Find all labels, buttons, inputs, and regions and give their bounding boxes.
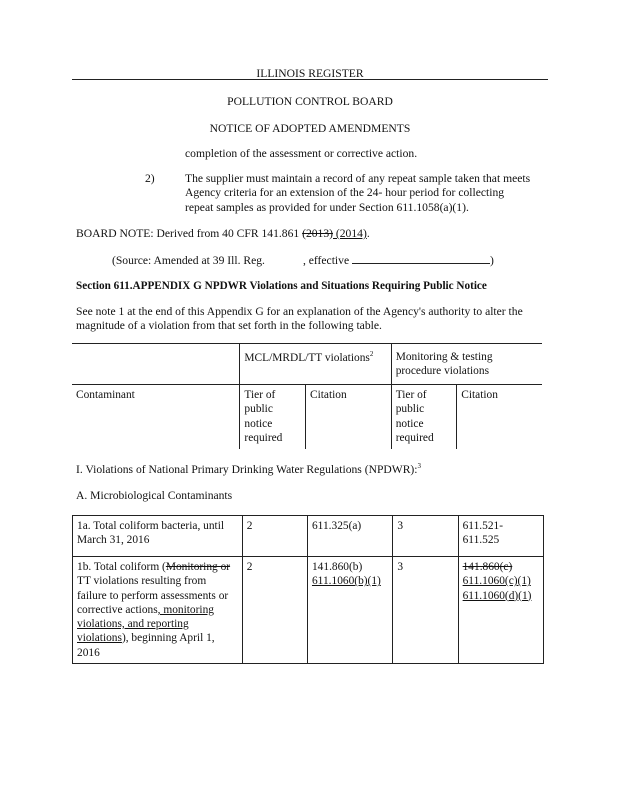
violations-header-table xyxy=(72,343,542,449)
item-2-line-2: Agency criteria for an extension of the 24- hour period for collecting xyxy=(185,186,505,200)
header-rule xyxy=(72,79,548,80)
citation-141-860b: 141.860(b) xyxy=(311,561,363,573)
source-line xyxy=(112,253,494,268)
register-title: ILLINOIS REGISTER xyxy=(256,67,364,80)
board-note xyxy=(76,227,370,241)
citation-header-2: Citation xyxy=(457,385,542,450)
row-1b-deleted: Monitoring or xyxy=(165,561,231,573)
citation-141-860c-deleted: 141.860(c) xyxy=(462,561,513,573)
tier-header-1: Tier of public notice required xyxy=(240,385,306,450)
section-i-title xyxy=(76,462,421,477)
contaminant-cell: 1a. Total coliform bacteria, until March 31, 2016 xyxy=(73,516,243,557)
contaminant-cell-1b xyxy=(73,557,243,664)
effective-date-blank xyxy=(352,253,490,264)
citation-611-1060d1: 611.1060(d)(1) xyxy=(462,589,532,602)
row-1b-text-c: ), beginning April 1, 2016 xyxy=(77,632,215,659)
tier-cell: 2 xyxy=(242,516,307,557)
monitoring-group-header xyxy=(391,344,542,385)
see-note-paragraph xyxy=(76,305,550,334)
source-close: ) xyxy=(490,254,494,267)
board-note-added-year: (2014) xyxy=(333,227,367,240)
mcl-group-header xyxy=(240,344,391,385)
tier-cell: 3 xyxy=(393,557,458,664)
source-effective: , effective xyxy=(302,254,350,267)
board-note-period: . xyxy=(366,227,370,240)
citation-cell: 611.325(a) xyxy=(307,516,392,557)
table-row xyxy=(73,557,544,664)
board-note-text: BOARD NOTE: Derived from 40 CFR 141.861 xyxy=(76,227,303,240)
section-i-text: I. Violations of National Primary Drinking Water Regulations (NPDWR): xyxy=(76,462,418,476)
contaminant-header: Contaminant xyxy=(72,385,240,450)
item-2-number: 2) xyxy=(145,172,155,185)
subsection-a-title: A. Microbiological Contaminants xyxy=(76,489,233,502)
item-2-line-1: The supplier must maintain a record of any repeat sample taken that meets xyxy=(185,172,531,185)
see-note-line-2: magnitude of a violation from that set forth in the following table. xyxy=(76,319,382,333)
continuation-text: completion of the assessment or corrective action. xyxy=(185,147,418,160)
tier-cell: 2 xyxy=(242,557,307,664)
notice-title: NOTICE OF ADOPTED AMENDMENTS xyxy=(209,122,411,135)
citation-header-1: Citation xyxy=(305,385,391,450)
empty-header-cell xyxy=(72,344,240,385)
section-title: Section 611.APPENDIX G NPDWR Violations and Situations Requiring Public Notice xyxy=(76,280,487,292)
row-1b-text-b: TT violations resulting from failure to perform assessments or corrective actions xyxy=(77,575,229,616)
microbiological-table xyxy=(72,515,544,664)
source-amended: (Source: Amended at 39 Ill. Reg. xyxy=(112,254,265,267)
tier-header-2: Tier of public notice required xyxy=(391,385,457,450)
item-2-line-3: repeat samples as provided for under Section 611.1058(a)(1). xyxy=(185,200,469,214)
citation-cell-1b-monitoring xyxy=(458,557,543,664)
mcl-footnote: 2 xyxy=(369,350,374,358)
monitoring-label-2: procedure violations xyxy=(395,365,489,378)
row-1b-added: , monitoring violations, and reporting violations xyxy=(77,603,214,645)
tier-cell: 3 xyxy=(393,516,458,557)
section-i-footnote: 3 xyxy=(417,462,422,470)
citation-611-1060c1: 611.1060(c)(1) xyxy=(462,575,531,588)
table-row xyxy=(73,516,544,557)
board-title: POLLUTION CONTROL BOARD xyxy=(227,95,393,108)
citation-611-1060b1: 611.1060(b)(1) xyxy=(311,575,381,588)
item-2-text xyxy=(185,172,547,215)
board-note-deleted-year: (2013) xyxy=(302,227,333,240)
monitoring-label-1: Monitoring & testing xyxy=(395,351,493,363)
row-1b-text-a: 1b. Total coliform ( xyxy=(77,561,166,573)
see-note-line-1: See note 1 at the end of this Appendix G for an explanation of the Agency's authority to alter the xyxy=(76,305,523,318)
mcl-group-label: MCL/MRDL/TT violations xyxy=(244,351,370,364)
citation-cell: 611.521-611.525 xyxy=(458,516,543,557)
citation-cell-1b xyxy=(307,557,392,664)
